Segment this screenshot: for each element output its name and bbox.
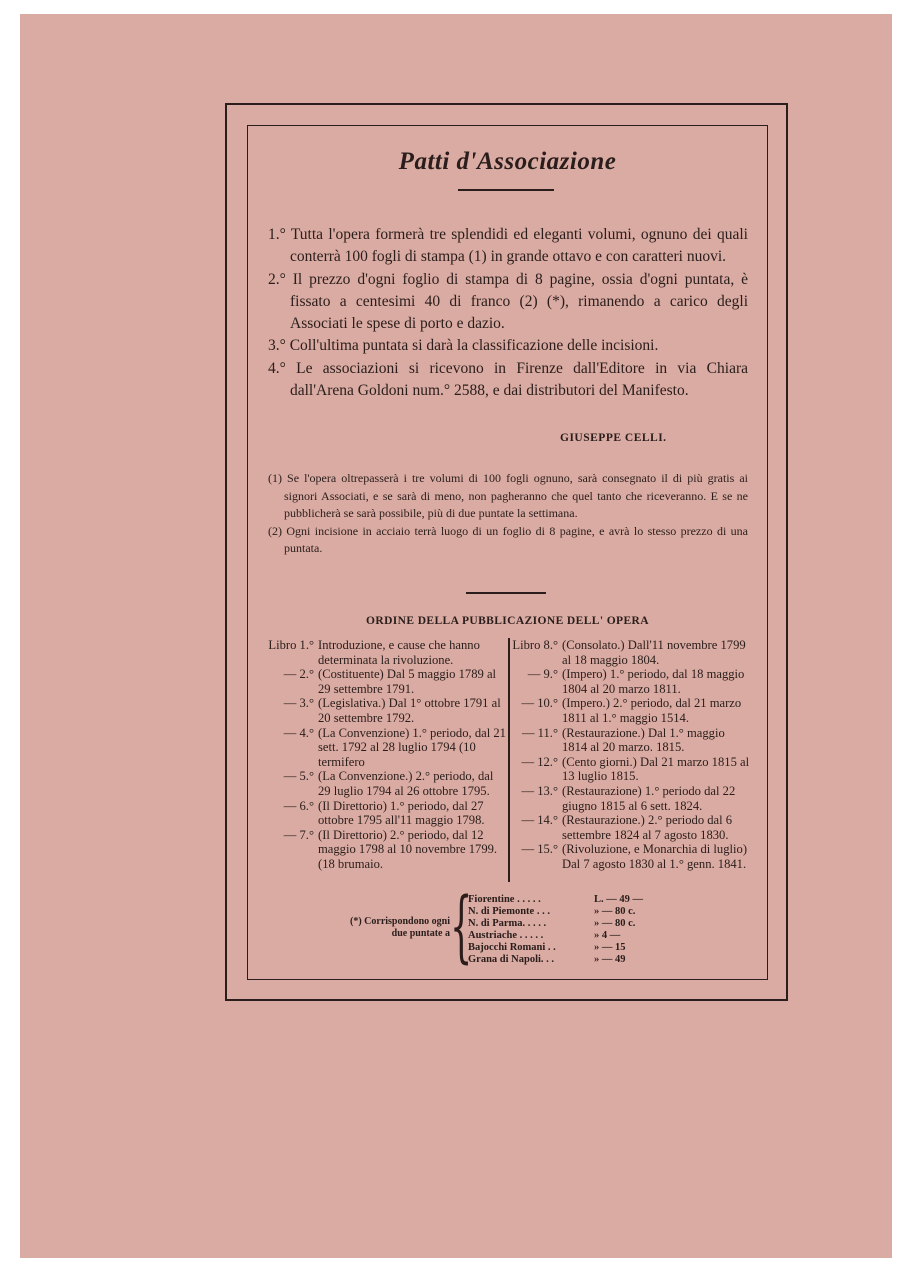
toc-lead: — 13.°	[521, 783, 558, 798]
toc-title: ORDINE DELLA PUBBLICAZIONE DELL' OPERA	[366, 615, 649, 627]
signature: GIUSEPPE CELLI.	[560, 432, 667, 444]
section-rule	[466, 592, 546, 594]
currency-row	[468, 930, 643, 942]
footnote-1: (1) Se l'opera oltrepasserà i tre volumi di 100 fogli ognuno, sarà consegnato il di più gratis ai signori Associati, e se sarà di meno, non pagheranno che quel tanto che riceveranno. E se ne pubblicherà se sarà possibile, più di due puntate la settimana.	[268, 471, 748, 520]
toc-entry	[510, 784, 750, 813]
article-2: 2.° Il prezzo d'ogni foglio di stampa di 8 pagine, ossia d'ogni puntata, è fissato a centesimi 40 di franco (2) (*), rimanendo a carico degli Associati le spese di porto e dazio.	[268, 270, 748, 333]
toc-text: (La Convenzione.) 2.° periodo, dal 29 luglio 1794 al 26 ottobre 1795.	[318, 769, 494, 798]
toc-text: (Restaurazione.) Dal 1.° maggio 1814 al 20 marzo. 1815.	[562, 725, 725, 755]
toc-lead: Libro 1.°	[268, 638, 314, 652]
toc-right-column	[510, 638, 750, 872]
toc-lead: — 14.°	[521, 813, 558, 828]
currency-name: Austriache . . . . .	[468, 930, 544, 941]
toc-lead: — 5.°	[283, 769, 314, 784]
toc-entry	[510, 667, 750, 696]
toc-lead: — 12.°	[521, 754, 558, 769]
currency-value: » — 80 c.	[594, 906, 636, 917]
currency-value: » 4 —	[594, 930, 621, 941]
brace-icon: {	[450, 882, 473, 972]
currency-row	[468, 918, 643, 930]
currency-value: » — 80 c.	[594, 918, 636, 929]
currency-name: Fiorentine . . . . .	[468, 894, 541, 905]
toc-entry	[266, 667, 508, 696]
currency-value: » — 15	[594, 942, 626, 953]
toc-lead: — 15.°	[521, 842, 558, 857]
toc-lead: — 7.°	[283, 827, 314, 842]
article-3: 3.° Coll'ultima puntata si darà la classificazione delle incisioni.	[268, 337, 659, 355]
toc-entry	[510, 696, 750, 725]
toc-left-column	[266, 638, 508, 872]
toc-lead: — 11.°	[521, 725, 558, 740]
currency-label: (*) Corrispondono ogni due puntate a	[350, 916, 451, 939]
toc-text: (Impero.) 2.° periodo, dal 21 marzo 1811 al 1.° maggio 1514.	[562, 696, 742, 725]
toc-lead: — 2.°	[283, 667, 314, 682]
toc-lead: — 9.°	[527, 667, 558, 682]
toc-entry	[266, 726, 508, 770]
toc-entry	[510, 842, 750, 871]
toc-entry	[510, 813, 750, 842]
toc-lead: Libro 8.°	[512, 638, 558, 652]
currency-table	[468, 894, 643, 966]
footnote-2: (2) Ogni incisione in acciaio terrà luogo di un foglio di 8 pagine, e avrà lo stesso prezzo di una puntata.	[268, 523, 748, 555]
toc-entry	[266, 696, 508, 725]
toc-entry	[266, 828, 508, 872]
currency-row	[468, 894, 643, 906]
currency-row	[468, 906, 643, 918]
toc-text: (Costituente) Dal 5 maggio 1789 al 29 settembre 1791.	[318, 667, 497, 696]
currency-row	[468, 942, 643, 954]
toc-entry	[266, 799, 508, 828]
page-title: Patti d'Associazione	[398, 148, 617, 175]
article-4: 4.° Le associazioni si ricevono in Firenze dall'Editore in via Chiara dall'Arena Goldoni num.° 2588, e dai distributori del Manifesto.	[268, 359, 748, 400]
toc-entry	[510, 755, 750, 784]
toc-lead: — 10.°	[521, 696, 558, 711]
toc-entry	[510, 638, 750, 667]
articles	[268, 224, 748, 402]
toc-text: (Restaurazione) 1.° periodo dal 22 giugno 1815 al 6 sett. 1824.	[562, 783, 736, 813]
title-rule	[458, 189, 554, 191]
toc-text: (Il Direttorio) 1.° periodo, dal 27 ottobre 1795 all'11 maggio 1798.	[318, 798, 485, 828]
toc-entry	[266, 638, 508, 667]
toc-text: Introduzione, e cause che hanno determinata la rivoluzione.	[318, 638, 480, 667]
toc-text: (Legislativa.) Dal 1° ottobre 1791 al 20 settembre 1792.	[318, 696, 501, 725]
currency-value: » — 49	[594, 954, 626, 965]
article-1: 1.° Tutta l'opera formerà tre splendidi ed eleganti volumi, ognuno dei quali conterrà 100 fogli di stampa (1) in grande ottavo e con caratteri nuovi.	[268, 226, 748, 266]
toc-text: (Il Direttorio) 2.° periodo, dal 12 maggio 1798 al 10 novembre 1799. (18 brumaio.	[318, 827, 498, 871]
toc-entry	[510, 726, 750, 755]
currency-row	[468, 954, 643, 966]
footnotes	[268, 470, 748, 558]
toc-text: (Restaurazione.) 2.° periodo dal 6 settembre 1824 al 7 agosto 1830.	[562, 813, 733, 842]
toc-text: (La Convenzione) 1.° periodo, dal 21 sett. 1792 al 28 luglio 1794 (10 termifero	[318, 725, 506, 769]
toc-entry	[266, 769, 508, 798]
toc-lead: — 4.°	[283, 725, 314, 740]
currency-name: Bajocchi Romani . .	[468, 942, 556, 953]
toc-lead: — 3.°	[283, 696, 314, 711]
currency-name: N. di Piemonte . . .	[468, 906, 550, 917]
toc-text: (Cento giorni.) Dal 21 marzo 1815 al 13 luglio 1815.	[562, 754, 750, 784]
toc-text: (Impero) 1.° periodo, dal 18 maggio 1804 al 20 marzo 1811.	[562, 667, 745, 696]
currency-value: L. — 49 —	[594, 894, 644, 905]
toc-text: (Consolato.) Dall'11 novembre 1799 al 18 maggio 1804.	[562, 638, 746, 667]
toc-text: (Rivoluzione, e Monarchia di luglio) Dal 7 agosto 1830 al 1.° genn. 1841.	[562, 842, 748, 871]
currency-name: Grana di Napoli. . .	[468, 954, 555, 965]
currency-name: N. di Parma. . . . .	[468, 918, 547, 929]
toc-lead: — 6.°	[283, 798, 314, 813]
